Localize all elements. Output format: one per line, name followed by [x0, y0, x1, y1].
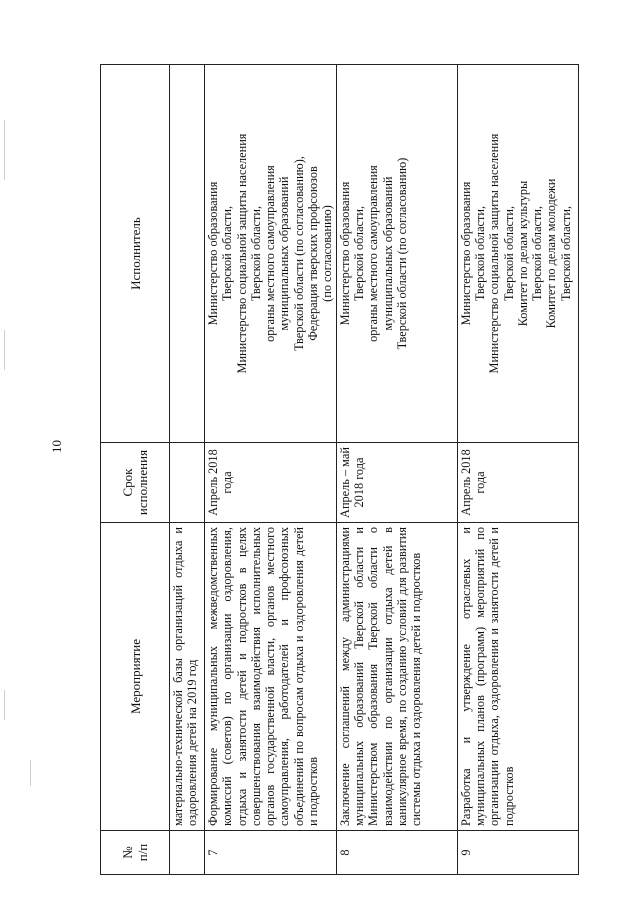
- executor-line: Тверской области,: [248, 205, 263, 302]
- executor-line: Комитет по делам молодежи: [544, 178, 559, 329]
- activities-table: [100, 64, 579, 875]
- executor-line: Тверской области,: [351, 205, 366, 302]
- cell-term: [170, 443, 205, 523]
- page-number: 10: [49, 440, 64, 453]
- cell-activity: Разработка и утверждение отраслевых и муниципальных планов (программ) мероприятий по организации отдыха, оздоровления и занятости детей и подростков: [457, 523, 578, 831]
- cell-activity: материально-технической базы организаций отдыха и оздоровления детей на 2019 год: [170, 523, 205, 831]
- header-activity: Мероприятие: [101, 523, 170, 831]
- header-num: № п/п: [101, 831, 170, 875]
- executor-line: органы местного самоуправления: [366, 165, 381, 342]
- cell-term: Апрель 2018 года: [205, 443, 337, 523]
- header-executor: Исполнитель: [101, 65, 170, 443]
- cell-term: Апрель – май 2018 года: [336, 443, 457, 523]
- executor-line: Федерация тверских профсоюзов: [306, 166, 321, 341]
- executor-line: Тверской области,: [220, 205, 235, 302]
- executor-line: муниципальных образований: [380, 176, 395, 331]
- cell-num: 7: [205, 831, 337, 875]
- scan-mark: [4, 120, 5, 180]
- cell-executor: [336, 65, 457, 443]
- cell-executor: [170, 65, 205, 443]
- executor-line: Министерство социальной защиты населения: [234, 133, 249, 374]
- executor-line: Тверской области,: [472, 205, 487, 302]
- cell-num: 9: [457, 831, 578, 875]
- executor-line: Комитет по делам культуры: [515, 180, 530, 327]
- cell-num: [170, 831, 205, 875]
- cell-activity: Заключение соглашений между администрациями муниципальных образований Тверской области и Министерством образования Тверской области о взаимодействии по организации отдыха детей в каникулярное время, по созданию условий для развития системы отдыха и оздоровления детей и подростков: [336, 523, 457, 831]
- executor-line: Министерство образования: [337, 181, 352, 326]
- cell-term: Апрель 2018 года: [457, 443, 578, 523]
- scan-mark: [30, 760, 31, 786]
- cell-activity: Формирование муниципальных межведомственных комиссий (советов) по организации оздоровления, отдыха и занятости детей и подростков в целях совершенствования взаимодействия исполнительных органов государственной власти, органов местного самоуправления, работодателей и профсоюзных объединений по вопросам отдыха и оздоровления детей и подростков: [205, 523, 337, 831]
- scan-mark: [4, 330, 5, 370]
- header-term: Срок исполнения: [101, 443, 170, 523]
- executor-line: Тверской области,: [530, 205, 545, 302]
- executor-line: Тверской области (по согласованию),: [291, 156, 306, 351]
- table-header-row: [101, 65, 170, 875]
- executor-line: Министерство социальной защиты населения: [487, 133, 502, 374]
- table-row: [457, 65, 578, 875]
- executor-line: (по согласованию): [320, 205, 335, 302]
- rotated-table-sheet: [100, 65, 573, 875]
- executor-line: Министерство образования: [206, 181, 220, 326]
- cell-num: 8: [336, 831, 457, 875]
- table-row-continuation: [170, 65, 205, 875]
- scan-mark: [4, 690, 5, 720]
- table-row: [336, 65, 457, 875]
- cell-executor: [457, 65, 578, 443]
- table-row: [205, 65, 337, 875]
- executor-line: органы местного самоуправления: [263, 165, 278, 342]
- executor-line: Тверской области,: [501, 205, 516, 302]
- executor-line: муниципальных образований: [277, 176, 292, 331]
- executor-line: Тверской области,: [558, 205, 573, 302]
- executor-line: Тверской области (по согласованию): [394, 157, 409, 350]
- cell-executor: [205, 65, 337, 443]
- executor-line: Министерство образования: [458, 181, 473, 326]
